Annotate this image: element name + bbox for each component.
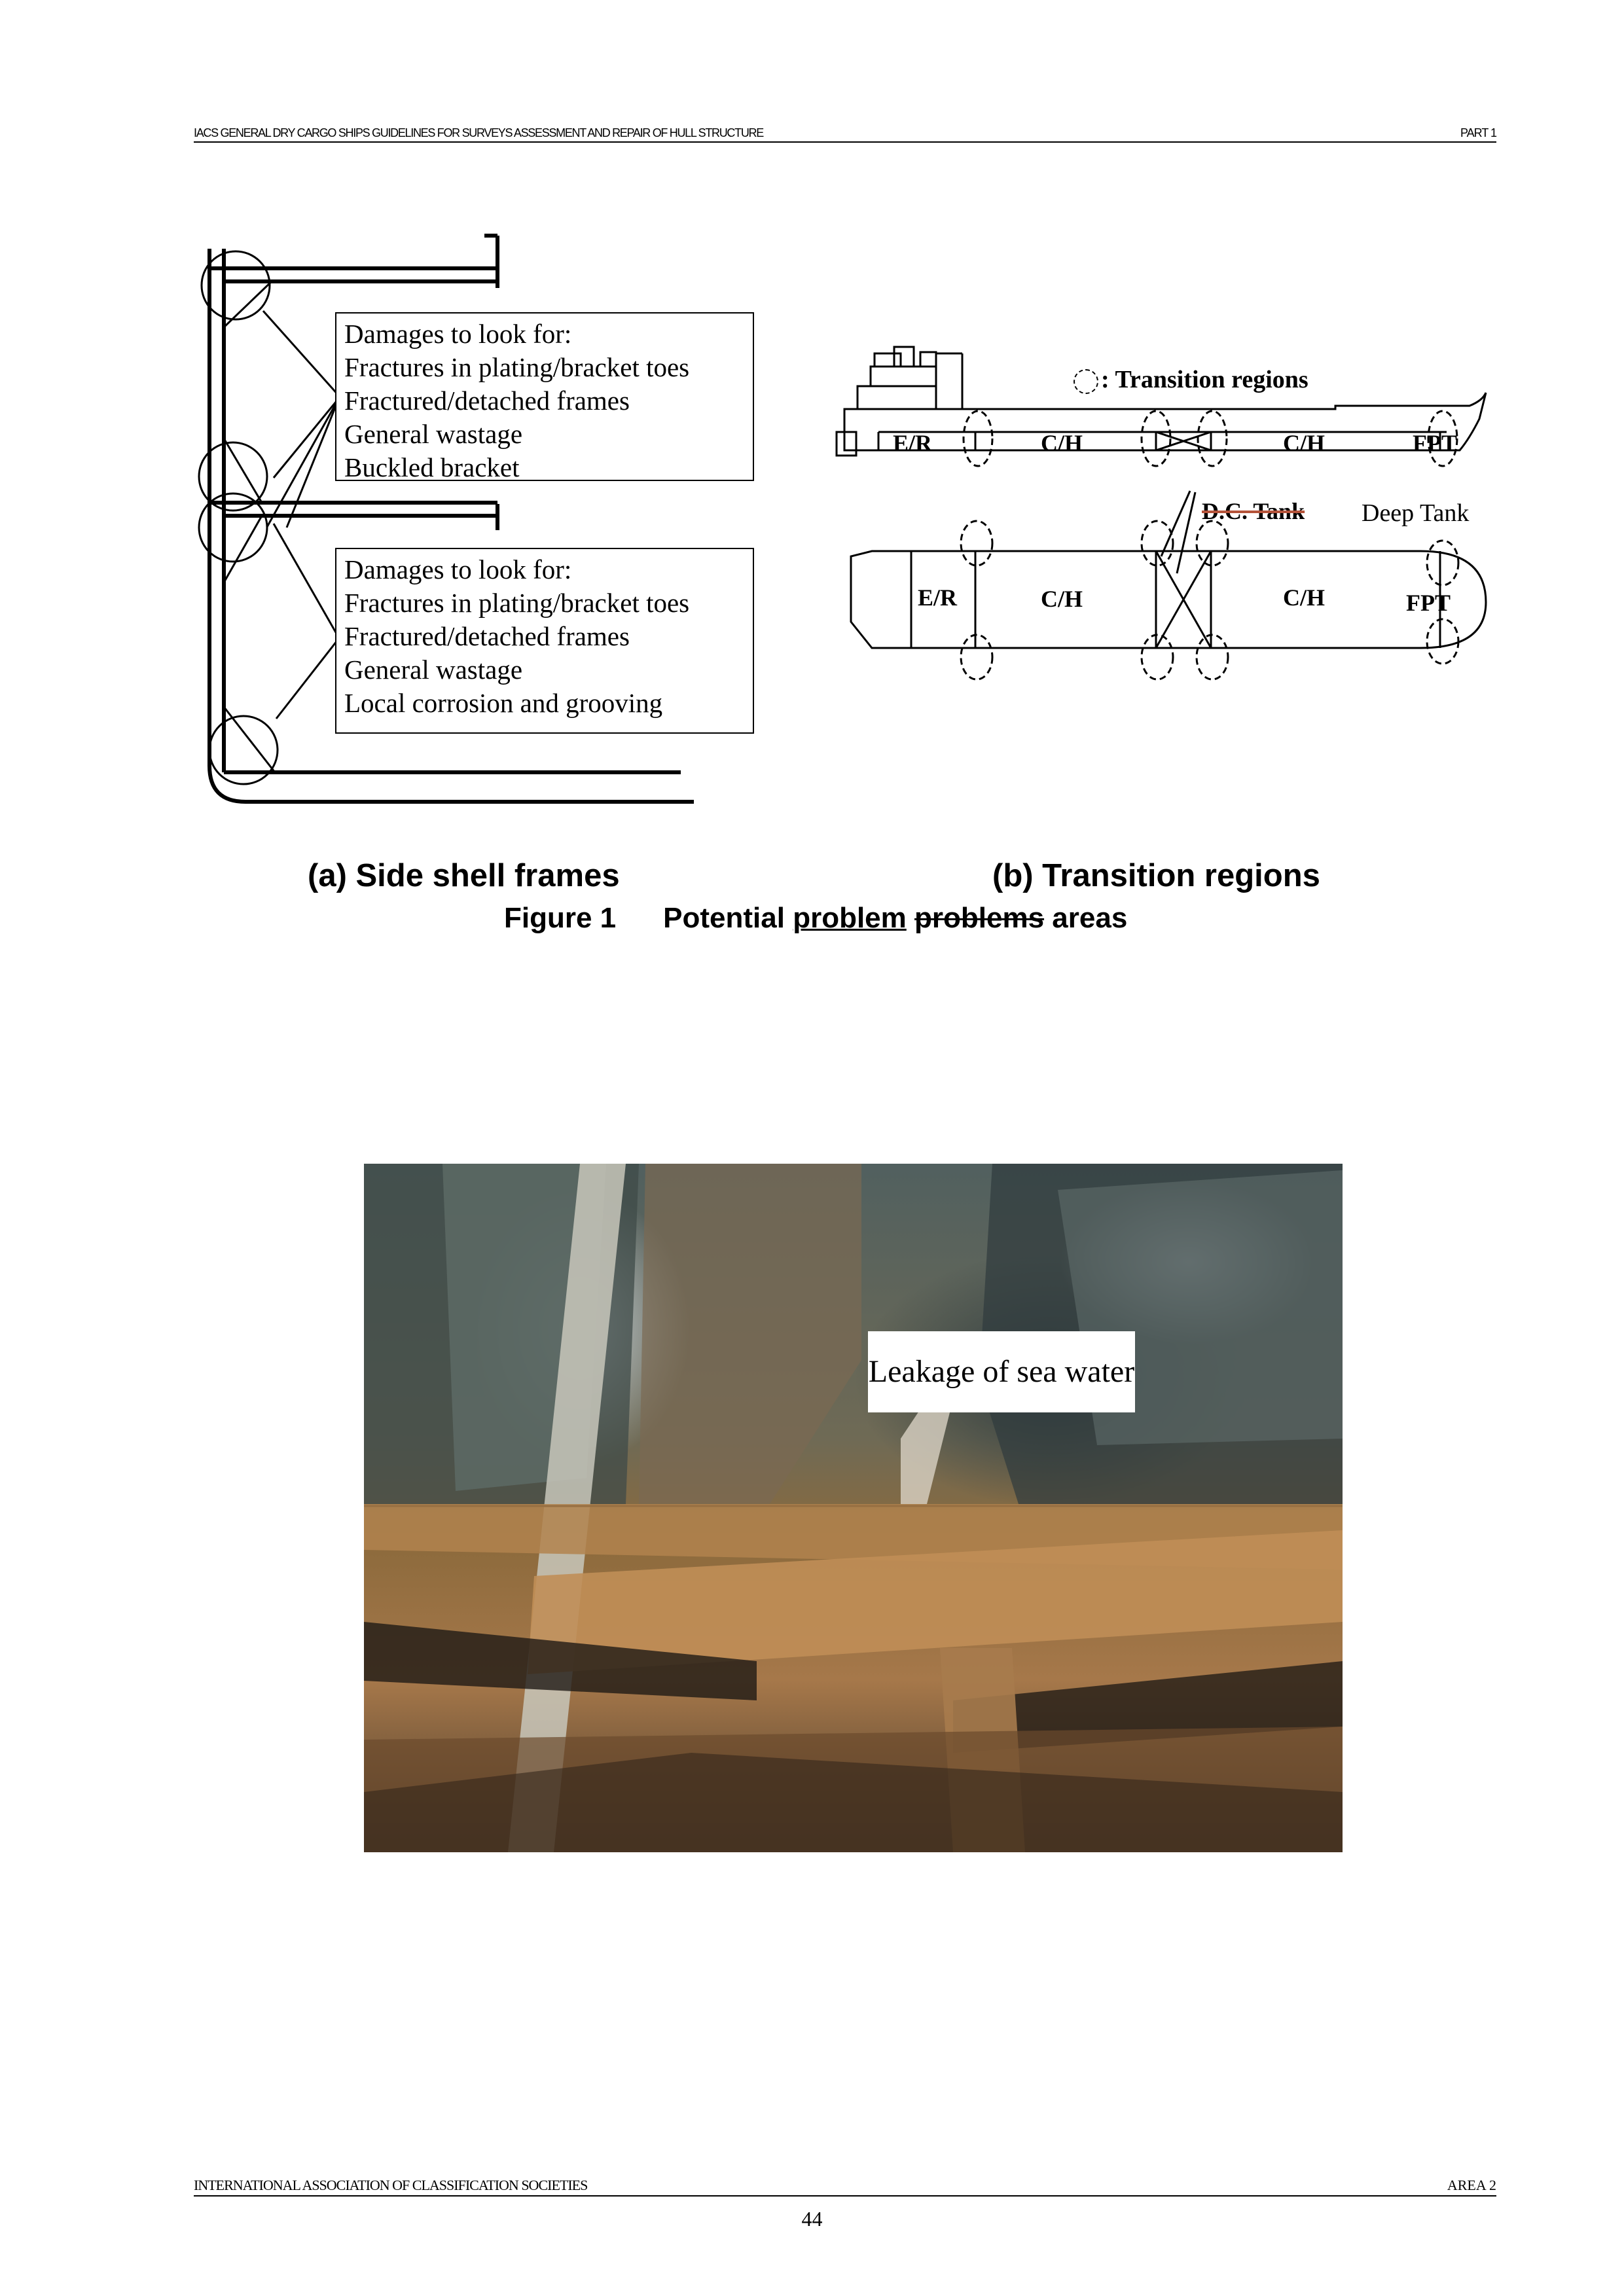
- caption-b: (b) Transition regions: [992, 858, 1320, 893]
- dashed-circle-icon: [1074, 369, 1098, 394]
- profile-label-er: E/R: [893, 430, 933, 456]
- profile-label-ch2: C/H: [1283, 430, 1326, 456]
- profile-label-ch1: C/H: [1041, 430, 1083, 456]
- damages-box-lower-line: Fractures in plating/bracket toes: [344, 588, 690, 618]
- damages-box-lower-line: General wastage: [344, 655, 523, 685]
- damages-box-lower-line: Damages to look for:: [344, 554, 572, 584]
- photo-rendering: [364, 1164, 1343, 1852]
- damages-box-upper: [335, 312, 754, 481]
- deep-tank-label: Deep Tank: [1362, 499, 1470, 527]
- damages-box-upper-line: Buckled bracket: [344, 452, 520, 482]
- leakage-photo: [364, 1164, 1343, 1852]
- figure-caption-prefix: Potential: [663, 902, 785, 934]
- plan-label-er: E/R: [918, 584, 958, 611]
- damages-box-upper-line: General wastage: [344, 419, 523, 449]
- plan-label-ch1: C/H: [1041, 586, 1083, 612]
- footer-area: AREA 2: [1447, 2177, 1496, 2193]
- dc-tank-label: D.C. Tank: [1202, 498, 1305, 524]
- figure-b-transition-regions: [831, 340, 1512, 694]
- transition-legend: [1074, 365, 1308, 394]
- figure-number: Figure 1: [504, 902, 617, 934]
- damages-box-upper-line: Fractures in plating/bracket toes: [344, 352, 690, 382]
- figure-caption: [504, 902, 1127, 935]
- page-header: [194, 122, 1496, 143]
- header-title: IACS GENERAL DRY CARGO SHIPS GUIDELINES FOR SURVEYS ASSESSMENT AND REPAIR OF HULL STRUCTURE: [194, 126, 763, 139]
- profile-label-fpt: FPT: [1413, 430, 1457, 456]
- damages-box-lower-line: Fractured/detached frames: [344, 621, 630, 651]
- damages-box-upper-line: Fractured/detached frames: [344, 386, 630, 416]
- figure-a-side-shell-frames: [190, 229, 805, 818]
- figure-caption-suffix: areas: [1052, 902, 1128, 934]
- damages-box-lower: [335, 548, 754, 734]
- plan-label-fpt: FPT: [1406, 590, 1451, 616]
- leakage-label: Leakage of sea water: [868, 1331, 1135, 1412]
- transition-legend-text: : Transition regions: [1101, 366, 1308, 393]
- figure-caption-inserted: problem: [793, 902, 907, 934]
- caption-a: (a) Side shell frames: [308, 858, 620, 893]
- header-part: PART 1: [1460, 126, 1496, 139]
- damages-box-lower-line: Local corrosion and grooving: [344, 688, 663, 718]
- footer-organization: INTERNATIONAL ASSOCIATION OF CLASSIFICATION SOCIETIES: [194, 2177, 588, 2193]
- figure-caption-deleted: problems: [914, 902, 1045, 934]
- page-footer: [194, 2172, 1496, 2197]
- page-number: 44: [801, 2207, 823, 2231]
- damages-box-upper-line: Damages to look for:: [344, 319, 572, 349]
- plan-label-ch2: C/H: [1283, 584, 1326, 611]
